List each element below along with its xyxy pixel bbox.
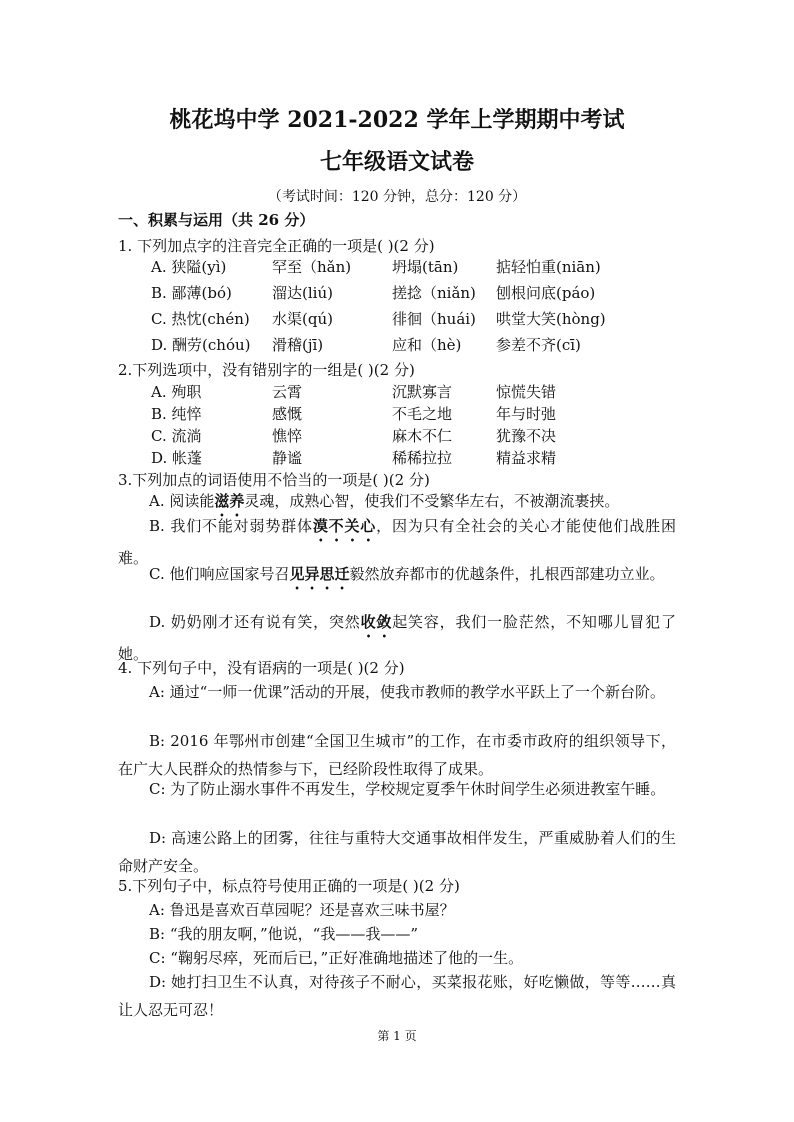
option-cell: 不毛之地 [392,405,453,423]
option-cell: 罕至（hǎn) [272,258,352,276]
exam-info: （考试时间：120 分钟，总分：120 分） [267,189,527,205]
dotted-term: 漠不关心 [312,517,377,535]
question-4-option-d: D: 高速公路上的团雾，往往与重特大交通事故相伴发生，严重威胁着人们的生命财产安全。 [118,829,676,875]
option-text: D. 奶奶刚才还有说有笑，突然 [149,613,361,631]
dotted-term: 滋养 [214,492,245,510]
option-text: A. 阅读能 [149,492,215,510]
option-cell: 应和（hè) [392,336,462,354]
option-cell: 麻木不仁 [392,427,453,445]
dotted-term: 见异思迁 [289,565,350,583]
option-cell: A. 殉职 [151,383,202,401]
question-1-stem: 1. 下列加点字的注音完全正确的一项是( )(2 分) [118,237,435,255]
option-cell: 憔悴 [272,427,303,445]
option-cell: 参差不齐(cī) [496,336,581,354]
option-cell: 云霄 [272,383,303,401]
question-3-option-c [118,561,676,593]
option-cell: 掂轻怕重(niān) [496,258,601,276]
option-text: ，因为只有全社会的关心才能使他们战胜困难。 [118,517,676,567]
question-4-option-c: C: 为了防止溺水事件不再发生，学校规定夏季午休时间学生必须进教室午睡。 [149,780,666,798]
option-cell: C. 流淌 [151,427,202,445]
question-2-stem: 2.下列选项中，没有错别字的一组是( )(2 分) [118,361,415,379]
option-cell: 惊慌失错 [496,383,557,401]
option-cell: D. 酬劳(chóu) [151,336,251,354]
option-cell: 水渠(qú) [272,310,333,328]
option-cell: 徘徊（huái) [392,310,476,328]
option-cell: 年与时弛 [496,405,557,423]
option-text: C. 他们响应国家号召 [149,565,290,583]
exam-title: 桃花坞中学 2021-2022 学年上学期期中考试 [169,107,625,133]
option-cell: B. 鄙薄(bó) [151,284,232,302]
question-3-stem: 3.下列加点的词语使用不恰当的一项是( )(2 分) [118,471,430,489]
option-cell: A. 狭隘(yì) [151,258,227,276]
exam-subtitle: 七年级语文试卷 [319,149,474,175]
option-cell: C. 热忱(chén) [151,310,250,328]
question-5-option-d: D: 她打扫卫生不认真，对待孩子不耐心，买菜报花账，好吃懒做，等等……真让人忍无可忍！ [118,973,676,1019]
question-4-option-a: A: 通过“一师一优课”活动的开展，使我市教师的教学水平跃上了一个新台阶。 [149,683,665,701]
option-cell: 溜达(liú) [272,284,333,302]
question-5-option-c: C: “鞠躬尽瘁，死而后已，”正好准确地描述了他的一生。 [149,949,524,967]
dotted-term: 收敛 [360,613,393,631]
option-cell: 哄堂大笑(hòng) [496,310,606,328]
option-text: B. 我们不能对弱势群体 [149,517,313,535]
option-cell: 刨根问底(páo) [496,284,596,302]
question-4-stem: 4. 下列句子中，没有语病的一项是( )(2 分) [118,659,405,677]
option-cell: D. 帐蓬 [151,449,203,467]
option-text: 起笑容，我们一脸茫然，不知哪儿冒犯了她。 [118,613,676,663]
question-4-option-b: B: 2016 年鄂州市创建“全国卫生城市”的工作，在市委市政府的组织领导下，在广大人民群众的热情参与下，已经阶段性取得了成果。 [118,732,676,778]
option-cell: 滑稽(jī) [272,336,324,354]
question-5-stem: 5.下列句子中，标点符号使用正确的一项是( )(2 分) [118,877,460,895]
page-number: 第 1 页 [377,1029,417,1043]
option-cell: 精益求精 [496,449,557,467]
option-text: 灵魂，成熟心智，使我们不受繁华左右，不被潮流裹挟。 [244,492,620,510]
option-cell: 搓捻（niǎn) [392,284,476,302]
question-5-option-a: A: 鲁迅是喜欢百草园呢？还是喜欢三味书屋？ [149,901,455,919]
option-cell: 沉默寡言 [392,383,453,401]
option-cell: 犹豫不决 [496,427,557,445]
option-cell: 感慨 [272,405,303,423]
option-cell: 稀稀拉拉 [392,449,453,467]
question-5-option-b: B: “我的朋友啊，”他说，“我——我——” [149,925,419,943]
option-text: 毅然放弃都市的优越条件，扎根西部建功立业。 [349,565,665,583]
section-heading: 一、积累与运用（共 26 分） [118,211,315,229]
option-cell: B. 纯悴 [151,405,202,423]
option-cell: 静谧 [272,449,303,467]
option-cell: 坍塌(tān) [392,258,459,276]
